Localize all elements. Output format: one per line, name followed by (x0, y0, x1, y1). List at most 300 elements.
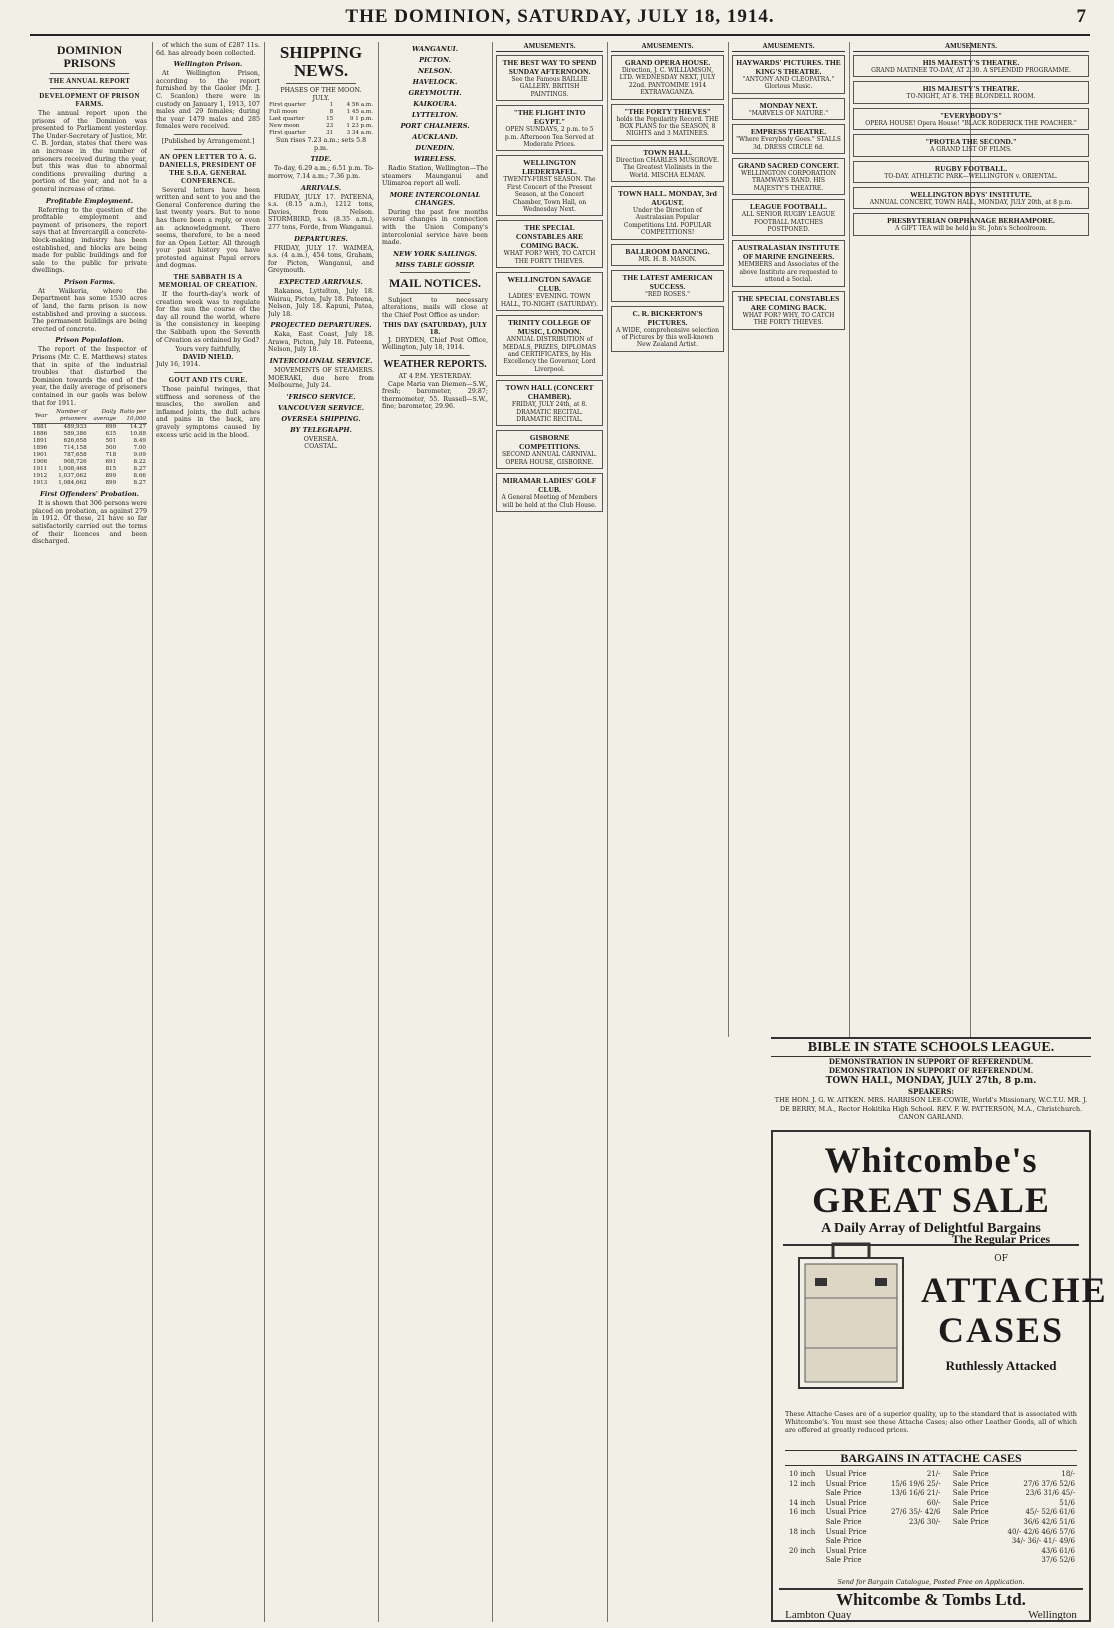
amusement-ad-text: "ANTONY AND CLEOPATRA." Glorious Music. (742, 76, 835, 91)
moon-phase-cell: 15 (326, 116, 334, 123)
amusement-ad (732, 240, 845, 286)
article-paragraph: Referring to the question of the profitable employment and payment of prisoners, the report says that at Invercargill a concrete-block-making industry has been established, and blocks are being made for public buildings and for sale to the public for private dwellings. (32, 206, 147, 275)
port-title: GREYMOUTH. (408, 89, 462, 97)
price-cell: 14 inch (789, 1498, 816, 1507)
price-row (787, 1518, 1077, 1528)
wireless-body: Radio Station, Wellington—The steamers Maunganui and Ulimaroa report all well. (382, 165, 488, 188)
table-cell: 1891 (33, 438, 48, 445)
mail-notices-signoff: J. DRYDEN, Chief Post Office, Wellington, July 18, 1914. (382, 336, 488, 352)
table-cell: 8.27 (133, 466, 146, 473)
column-rule (607, 42, 608, 1622)
table-cell: 589,386 (63, 431, 87, 438)
amusement-ad-title: HIS MAJESTY'S THEATRE. (922, 84, 1020, 94)
projected-title: PROJECTED DEPARTURES. (270, 321, 372, 330)
table-cell: 7.00 (133, 445, 146, 452)
price-cell: 16 inch (789, 1508, 816, 1517)
amusement-ad-text: Direction CHARLES MUSGROVE. The Greatest Violinists in the World. MISCHA ELMAN. (615, 156, 720, 179)
amusement-ad (496, 55, 603, 101)
vancouver-title: VANCOUVER SERVICE. (277, 403, 365, 412)
amusement-ad (853, 213, 1089, 235)
whitcombe-price-table (787, 1470, 1077, 1566)
price-cell: Usual Price (825, 1546, 867, 1555)
amusement-ad-text: A GIFT TEA will be held in St. John's Schoolroom. (895, 225, 1047, 233)
port-title: AUCKLAND. (412, 133, 458, 141)
prison-population-table (32, 409, 147, 487)
section-heading: Prison Farms. (63, 277, 116, 286)
wireless-title: WIRELESS. (413, 155, 457, 163)
table-cell: 787,658 (63, 452, 87, 459)
table-cell: 8.49 (133, 438, 146, 445)
amusements-header: AMUSEMENTS. (611, 42, 724, 52)
column-ports (382, 42, 488, 1622)
amusement-ad-text: WHAT FOR? WHY, TO CATCH THE FORTY THIEVES. (503, 250, 596, 265)
price-row (787, 1537, 1077, 1547)
moon-phase-cell: 3 34 a.m. (346, 130, 373, 137)
moon-phase-row (268, 123, 374, 130)
price-cell (878, 1547, 943, 1557)
table-row (32, 480, 147, 487)
amusement-ad-title: "THE FLIGHT INTO EGYPT." (513, 108, 586, 127)
table-row (32, 466, 147, 473)
moon-phase-row (268, 102, 374, 109)
moon-phase-cell: New moon (269, 123, 300, 130)
amusement-ad (496, 272, 603, 311)
amusement-ad (496, 220, 603, 268)
price-cell: 12 inch (789, 1479, 816, 1488)
amusement-ad-text: WHAT FOR? WHY, TO CATCH THE FORTY THIEVES. (742, 311, 835, 327)
amusement-ad (496, 473, 603, 512)
price-cell (878, 1528, 943, 1538)
amusement-ad-title: THE BEST WAY TO SPEND SUNDAY AFTERNOON. (502, 58, 597, 76)
letter-signature: DAVID NIELD. (182, 353, 234, 361)
price-cell: Sale Price (952, 1470, 989, 1478)
amusement-ad-text: ANNUAL DISTRIBUTION of MEDALS, PRIZES, DIPLOMAS and CERTIFICATES, by His Excellency the Governor, Lord Liverpool. (502, 336, 597, 373)
whitcombe-attache-cases: ATTACHE CASES (921, 1270, 1108, 1350)
arrivals-title: ARRIVALS. (300, 183, 342, 192)
table-cell: 500 (105, 445, 117, 452)
moon-phase-cell: 31 (326, 130, 334, 137)
table-cell: 691 (105, 459, 117, 466)
price-cell: Sale Price (825, 1517, 862, 1526)
table-cell: 1886 (33, 431, 48, 438)
amusement-ad (611, 55, 724, 100)
amusement-ad-text: A General Meeting of Members will be held at the Club House. (501, 494, 598, 509)
price-row (787, 1489, 1077, 1499)
arrivals-list: FRIDAY, JULY 17. PATEENA, s.s. (8.15 a.m.), 1212 tons, Davies, from Nelson. STORMBIRD, s.s. (8.35 a.m.), 277 tons, Forde, from Wanganui. (268, 193, 374, 231)
table-cell: 1911 (33, 466, 48, 473)
moon-phase-cell: 1 23 p.m. (346, 123, 373, 130)
amusement-ad-text: OPEN SUNDAYS, 2 p.m. to 5 p.m. Afternoon Tea Served at Moderate Prices. (504, 126, 595, 149)
oversea-title: OVERSEA SHIPPING. (281, 414, 361, 423)
moon-phase-cell: 1 45 a.m. (346, 109, 373, 116)
moon-phase-cell: 4 56 a.m. (346, 102, 373, 109)
table-cell: 501 (105, 438, 117, 445)
amusement-ad-title: TOWN HALL (CONCERT CHAMBER). (505, 383, 594, 402)
moon-phases-title: PHASES OF THE MOON. (280, 87, 362, 94)
amusement-ad-title: C. R. BICKERTON'S PICTURES. (632, 308, 703, 327)
frisco-title: 'FRISCO SERVICE. (286, 392, 356, 401)
moon-phase-row (268, 130, 374, 137)
column-shipping (268, 42, 374, 1622)
table-header: Ratio per 10,000 (117, 409, 147, 424)
table-row (32, 424, 147, 432)
price-cell: 37/6 52/6 (1041, 1556, 1075, 1565)
amusement-ad (853, 187, 1089, 209)
whitcombe-sale-advert (771, 1130, 1108, 1622)
amusement-ad-text: MR. H. B. MASON. (638, 255, 697, 263)
price-cell: Sale Price (952, 1479, 989, 1488)
departures-title: DEPARTURES. (294, 234, 348, 243)
port-title: LYTTELTON. (411, 111, 459, 119)
article-paragraph: of which the sum of £287 11s. 6d. has already been collected. (156, 42, 260, 57)
amusement-ad-title: BALLROOM DANCING. (625, 246, 710, 256)
table-row (32, 445, 147, 452)
amusement-ad-title: THE LATEST AMERICAN SUCCESS. (622, 273, 713, 292)
price-cell: 40/- 42/6 46/6 57/6 (1007, 1527, 1075, 1536)
table-header: Number of prisoners (48, 409, 87, 424)
table-cell: 714,158 (63, 445, 87, 452)
price-cell (943, 1537, 991, 1547)
column-amusements-3 (732, 42, 845, 1037)
table-cell: 718 (105, 452, 117, 459)
price-row (787, 1470, 1077, 1480)
mail-notices-day: THIS DAY (SATURDAY), JULY 18. (383, 321, 487, 337)
amusement-ad-text: FRIDAY, JULY 24th, at 8. DRAMATIC RECITAL. DRAMATIC RECITAL. (511, 401, 588, 423)
section-heading: Wellington Prison. (173, 60, 243, 69)
projected-list: Kaka, East Coast, July 18. Arawa, Picton, July 18. Pateena, Nelson, July 18. (268, 331, 374, 354)
amusement-ad (732, 158, 845, 195)
moon-phase-row (268, 116, 374, 123)
moon-phases-month: JULY. (312, 94, 330, 102)
amusement-ad (496, 430, 603, 469)
price-row (787, 1547, 1077, 1557)
amusement-ad-text: WELLINGTON CORPORATION TRAMWAYS BAND. HIS MAJESTY'S THEATRE. (740, 170, 837, 192)
bible-league-speakers-label: SPEAKERS: (908, 1087, 954, 1096)
amusement-ad-title: "EVERYBODY'S" (939, 110, 1003, 120)
whitcombe-address (779, 1608, 1083, 1622)
table-cell: 8.22 (133, 459, 146, 466)
price-row (787, 1556, 1077, 1566)
amusement-ad-title: WELLINGTON BOYS' INSTITUTE. (910, 190, 1032, 200)
table-cell: 14.27 (129, 424, 146, 431)
amusement-ad-title: GRAND OPERA HOUSE. (624, 58, 711, 67)
new-york-sailings-title: NEW YORK SAILINGS. (393, 249, 477, 258)
column-amusements-1 (496, 42, 603, 1622)
weather-subtitle: AT 4 P.M. YESTERDAY. (398, 372, 472, 380)
amusement-ad (853, 108, 1089, 130)
section-heading: First Offenders' Probation. (40, 490, 139, 499)
port-title: PORT CHALMERS. (400, 122, 470, 130)
amusement-ad (732, 98, 845, 120)
table-cell: 8.27 (133, 480, 146, 487)
price-cell: Usual Price (825, 1470, 867, 1478)
amusement-ad (853, 55, 1089, 77)
amusement-ad-title: GRAND SACRED CONCERT. (738, 161, 839, 171)
price-cell: 13/6 16/6 21/- (890, 1489, 941, 1498)
port-title: KAIKOURA. (413, 100, 457, 108)
price-cell: 15/6 19/6 25/- (890, 1479, 941, 1488)
table-cell: 1,008,468 (58, 466, 87, 473)
price-row (787, 1480, 1077, 1490)
page-number: 7 (1076, 6, 1086, 27)
whitcombe-firm-name: Whitcombe & Tombs Ltd. (779, 1588, 1083, 1610)
amusement-ad (611, 145, 724, 182)
column-rule (849, 42, 850, 1037)
amusement-ad-title: GISBORNE COMPETITIONS. (518, 433, 581, 452)
price-cell: Usual Price (825, 1479, 867, 1488)
amusement-ad-title: AUSTRALASIAN INSTITUTE OF MARINE ENGINEERS. (737, 243, 840, 262)
amusement-ad (732, 291, 845, 330)
intercolonial-body: MOVEMENTS OF STEAMERS. MOERAKI, due here from Melbourne, July 24. (268, 367, 374, 390)
moon-phase-cell: First quarter (269, 102, 306, 109)
amusement-ad-title: LEAGUE FOOTBALL. (749, 202, 828, 212)
price-cell: Sale Price (825, 1489, 862, 1498)
price-cell: Sale Price (825, 1556, 862, 1565)
column-amusements-4 (853, 42, 1089, 1037)
tide-times: To-day, 6.29 a.m.; 6.51 p.m. To-morrow, 7.14 a.m.; 7.36 p.m. (268, 165, 374, 180)
letter-signoff: Yours very faithfully, (175, 346, 241, 354)
amusement-ad (496, 315, 603, 376)
amusement-ad-title: THE SPECIAL CONSTABLES ARE COMING BACK. (737, 293, 840, 312)
whitcombe-blurb: These Attache Cases are of a superior quality, up to the standard that is associated with Whitcombe's. You must see these Attache Cases; also other Leather Goods, all of which are offered at greatly reduced prices. (785, 1410, 1077, 1434)
price-cell: 45/- 52/6 61/6 (1025, 1508, 1075, 1517)
moon-phase-row (268, 109, 374, 116)
tide-title: TIDE. (310, 155, 332, 164)
article-kicker: DEVELOPMENT OF PRISON FARMS. (39, 92, 140, 108)
table-cell: 899 (105, 473, 117, 480)
column-prisons (32, 42, 147, 1622)
masthead (30, 6, 1090, 36)
sabbath-body: If the fourth-day's work of creation week was to regulate for the sun the course of the day all round the world, where is the consistency in keeping the Sabbath upon the Seventh of Creation as ordained by God? (156, 291, 260, 344)
bible-league-speakers: THE HON. J. G. W. AITKEN. MRS. HARRISON LEE-COWIE, World's Missionary, W.C.T.U. MR. J. DE BERRY, M.A., Rector Hokitika High School. REV. F. W. PATTERSON, M.A., Christchurch. CANON GARLAND. (774, 1096, 1088, 1121)
whitcombe-of: OF (994, 1254, 1008, 1264)
amusement-ad (611, 244, 724, 266)
moon-phase-cell: Last quarter (269, 116, 305, 123)
amusement-ad (496, 155, 603, 216)
amusement-ad (611, 186, 724, 240)
intercolonial-changes-title: MORE INTERCOLONIAL CHANGES. (389, 190, 481, 207)
amusement-ad-title: HIS MAJESTY'S THEATRE. (922, 58, 1020, 67)
port-title: WANGANUI. (411, 45, 459, 53)
whitcombe-ruthlessly-attacked: Ruthlessly Attacked (945, 1358, 1057, 1373)
weather-title: WEATHER REPORTS. (383, 358, 487, 370)
price-cell (787, 1537, 824, 1547)
table-row (32, 438, 147, 445)
moon-phases-table (268, 102, 374, 137)
price-cell: 51/6 (1059, 1498, 1075, 1507)
column-rule (728, 42, 729, 1037)
table-cell: 635 (105, 431, 117, 438)
amusement-ad-text: TO-NIGHT, AT 8. THE BLONDELL ROOM. (906, 93, 1036, 101)
moon-phase-cell: 1 (329, 102, 334, 109)
price-row (787, 1499, 1077, 1509)
amusement-ad-title: THE SPECIAL CONSTABLES ARE COMING BACK. (515, 223, 584, 251)
table-cell: 1881 (33, 424, 48, 431)
amusement-ad (732, 199, 845, 236)
table-cell: 899 (105, 480, 117, 487)
amusement-ad-text: GRAND MATINEE TO-DAY, AT 2.30. A SPLENDID PROGRAMME. (871, 67, 1071, 74)
amusement-ad-title: TOWN HALL. (643, 147, 692, 157)
article-paragraph: At Waikeria, where the Department has some 1530 acres of land, the farm prison is now established and proving a success. The permanent buildings are being erected of concrete. (32, 287, 147, 333)
amusement-ad-title: WELLINGTON LIEDERTAFEL. (522, 158, 577, 177)
port-title: NELSON. (417, 67, 453, 75)
column-letters (156, 42, 260, 1622)
amusement-ad-text: holds the Popularity Record. THE BOX PLANS for the SEASON, 8 NIGHTS and 3 MATINEES. (616, 115, 719, 138)
price-cell: 36/6 42/6 51/6 (1023, 1517, 1075, 1526)
whitcombe-headline: Whitcombe's GREAT SALE (812, 1140, 1050, 1220)
table-cell: 1901 (33, 452, 48, 459)
column-rule (492, 42, 493, 1622)
table-cell: 1896 (33, 445, 48, 452)
price-cell (787, 1489, 824, 1499)
amusement-ad-title: RUGBY FOOTBALL. (934, 163, 1008, 173)
table-row (32, 459, 147, 466)
table-cell: 1913 (33, 480, 48, 487)
amusement-ad-title: PRESBYTERIAN ORPHANAGE BERHAMPORE. (887, 216, 1055, 226)
moon-phase-cell: 23 (326, 123, 334, 130)
article-paragraph: The report of the Inspector of Prisons (Mr. C. E. Matthews) states that in spite of the industrial troubles that disturbed the Dominion towards the end of the year, the daily average of prisoners contained in our gaols was below that for 1911. (32, 346, 147, 407)
amusement-ad-text: A WIDE, comprehensive selection of Pictures by this well-known New Zealand Artist. (615, 326, 720, 349)
price-cell: 23/6 30/- (908, 1517, 941, 1526)
column-rule (152, 42, 153, 1622)
table-row (32, 452, 147, 459)
moon-phase-cell: 8 (329, 109, 334, 116)
column-rule (264, 42, 265, 1622)
attache-case-illustration (789, 1228, 913, 1398)
whitcombe-regular-prices: The Regular Prices (951, 1232, 1051, 1246)
bible-league-line: DEMONSTRATION IN SUPPORT OF REFERENDUM. (828, 1066, 1034, 1075)
price-cell: 60/- (926, 1498, 941, 1507)
intercolonial-changes-body: During the past few months several changes in connection with the Union Company's intercolonial service have been made. (382, 208, 488, 247)
mail-notices-body: Subject to necessary alterations, mails will close at the Chief Post Office as under: (382, 296, 488, 319)
table-cell: 626,658 (63, 438, 87, 445)
intercolonial-title: INTERCOLONIAL SERVICE. (269, 357, 373, 366)
table-cell: 1,084,662 (58, 480, 87, 487)
price-cell: 20 inch (789, 1546, 816, 1555)
price-cell: 34/- 36/- 41/- 49/6 (1011, 1537, 1075, 1546)
newspaper-title: THE DOMINION, SATURDAY, JULY 18, 1914. (345, 6, 775, 27)
amusement-ad-text: SECOND ANNUAL CARNIVAL. OPERA HOUSE, GISBORNE. (501, 451, 598, 466)
table-row (32, 431, 147, 438)
letter-title: AN OPEN LETTER TO A. G. DANIELLS, PRESIDENT OF THE S.D.A. GENERAL CONFERENCE. (159, 152, 257, 185)
amusement-ad-text: ANNUAL CONCERT, TOWN HALL, MONDAY, JULY 20th, at 8 p.m. (869, 199, 1073, 207)
price-cell: 21/- (926, 1470, 941, 1478)
table-cell: 1,037,062 (58, 473, 87, 480)
price-cell (943, 1528, 991, 1538)
weather-body: Cape Maria van Diemen—S.W., fresh; barometer, 29.87; thermometer, 55. Russell—S.W., fine; barometer, 29.96. (382, 380, 488, 411)
expected-list: Rakanoa, Lyttelton, July 18. Wairau, Picton, July 18. Pateena, Nelson, July 18. Kapuni, Patea, July 18. (268, 287, 374, 318)
price-cell: Usual Price (825, 1527, 867, 1536)
amusements-header: AMUSEMENTS. (496, 42, 603, 52)
table-cell: 9.09 (133, 452, 146, 459)
article-paragraph: At Wellington Prison, according to the report furnished by the Gaoler (Mr. J. C. Scanlon) there were in custody on January 1, 1913, 107 males and 29 females; during the year 1479 males and 285 females were received. (156, 70, 260, 131)
table-cell: 1906 (33, 459, 48, 466)
article-paragraph: It is shown that 306 persons were placed on probation, as against 279 in 1912. Of these, 21 have so far satisfactorily carried out the terms of their licences and been discharged. (32, 500, 147, 546)
moon-phase-cell: First quarter (269, 130, 306, 137)
amusement-ad-text: ALL SENIOR RUGBY LEAGUE FOOTBALL MATCHES POSTPONED. (741, 211, 836, 234)
bible-league-line: DEMONSTRATION IN SUPPORT OF REFERENDUM. (828, 1057, 1034, 1066)
port-title: HAVELOCK. (412, 78, 458, 86)
port-title: PICTON. (419, 56, 451, 64)
article-paragraph: The annual report upon the prisons of the Dominion was presented to Parliament yesterday. The Under-Secretary of Justice, Mr. C. B. Jordan, states that there was an increase in the number of prisoners received during the year, but this was due to abnormal conditions prevailing during a portion of the year, and not to a general increase of crime. (32, 110, 147, 193)
oversea-subtitle: OVERSEA. (303, 435, 339, 443)
table-header: Year (32, 409, 48, 424)
amusement-ad-text: "RED ROSES." (645, 291, 690, 299)
amusement-ad (496, 380, 603, 426)
article-subheading: THE ANNUAL REPORT (48, 77, 131, 85)
amusement-ad-text: Under the Direction of Australasian Popular Competitions Ltd. POPULAR COMPETITIONS! (623, 207, 712, 237)
amusement-ad (611, 306, 724, 352)
shipping-heading: SHIPPING NEWS. (279, 43, 363, 80)
amusement-ad (853, 81, 1089, 103)
price-cell: 18/- (1061, 1470, 1075, 1478)
sun-times: Sun rises 7.23 a.m.; sets 5.8 p.m. (275, 137, 367, 152)
amusement-ad-text: OPERA HOUSE! Opera House! "BLACK RODERICK THE POACHER." (865, 119, 1077, 127)
amusement-ad-text: TWENTY-FIRST SEASON. The First Concert of the Present Season, at the Concert Chamber, Town Hall, on Wednesday Next. (503, 176, 596, 214)
price-cell (943, 1547, 991, 1557)
amusement-ad-title: MONDAY NEXT. (759, 100, 818, 110)
price-cell: Sale Price (952, 1498, 989, 1507)
amusement-ad (611, 270, 724, 301)
amusement-ad (496, 105, 603, 151)
section-heading: Profitable Employment. (45, 196, 134, 205)
letter-date: July 16, 1914. (156, 361, 201, 369)
price-cell: 27/6 37/6 52/6 (1023, 1479, 1075, 1488)
amusement-ad-text: "Where Everybody Goes." STALLS 3d. DRESS CIRCLE 6d. (736, 136, 841, 151)
price-cell (878, 1537, 943, 1547)
telegraph-title: BY TELEGRAPH. (290, 425, 352, 434)
amusement-ad (732, 124, 845, 154)
amusement-ad-title: EMPRESS THEATRE. (750, 127, 827, 137)
price-cell (943, 1556, 991, 1566)
price-cell (787, 1518, 824, 1528)
amusement-ad (611, 104, 724, 141)
price-cell: 43/6 61/6 (1041, 1546, 1075, 1555)
gout-title: GOUT AND ITS CURE. (168, 376, 248, 384)
price-cell: 27/6 35/- 42/6 (890, 1508, 941, 1517)
whitcombe-tagline: A Daily Array of Delightful Bargains (783, 1220, 1079, 1246)
amusement-ad-title: "THE FORTY THIEVES" (624, 106, 711, 116)
mail-notices-title: MAIL NOTICES. (388, 275, 482, 290)
table-cell: 489,933 (63, 424, 87, 431)
article-heading: DOMINION PRISONS (56, 43, 123, 70)
table-cell: 8.66 (133, 473, 146, 480)
letter-body: Several letters have been written and sent to you and the General Conference during the last twenty years. But to none has there been a reply, or even an acknowledgment. There seems, therefore, to be a need for an Open Letter. All through your past history you have protested against Papal errors and dogmas. (156, 186, 260, 270)
column-rule (378, 42, 379, 1622)
amusements-header: AMUSEMENTS. (853, 42, 1089, 52)
sabbath-title: THE SABBATH IS A MEMORIAL OF CREATION. (158, 273, 258, 290)
price-cell: Sale Price (952, 1508, 989, 1517)
amusement-ad-text: "MARVELS OF NATURE." (748, 109, 829, 117)
column-amusements-2 (611, 42, 724, 1622)
amusement-ad-text: TO-DAY. ATHLETIC PARK—WELLINGTON v. ORIENTAL. (884, 172, 1058, 180)
price-cell: 10 inch (789, 1470, 816, 1478)
whitcombe-street: Lambton Quay (785, 1609, 852, 1621)
table-cell: 699 (105, 424, 117, 431)
amusement-ad-text: Direction, J. C. WILLIAMSON, LTD. WEDNESDAY NEXT, JULY 22nd. PANTOMIME 1914 EXTRAVAGANZA. (619, 67, 716, 97)
bible-league-title: BIBLE IN STATE SCHOOLS LEAGUE. (771, 1037, 1091, 1057)
table-cell: 10.88 (129, 431, 146, 438)
table-header: Daily average (88, 409, 117, 424)
amusement-ad (853, 161, 1089, 183)
amusement-ad-text: MEMBERS and Associates of the above Institute are requested to attend a Social. (738, 261, 839, 284)
coastal-subtitle: COASTAL. (304, 443, 338, 451)
price-cell: Usual Price (825, 1498, 867, 1507)
port-title: DUNEDIN. (415, 144, 455, 152)
amusements-header: AMUSEMENTS. (732, 42, 845, 52)
whitcombe-catalogue-note: Send for Bargain Catalogue, Posted Free on Application. (837, 1578, 1025, 1586)
publication-notice: [Published by Arrangement.] (161, 137, 255, 145)
